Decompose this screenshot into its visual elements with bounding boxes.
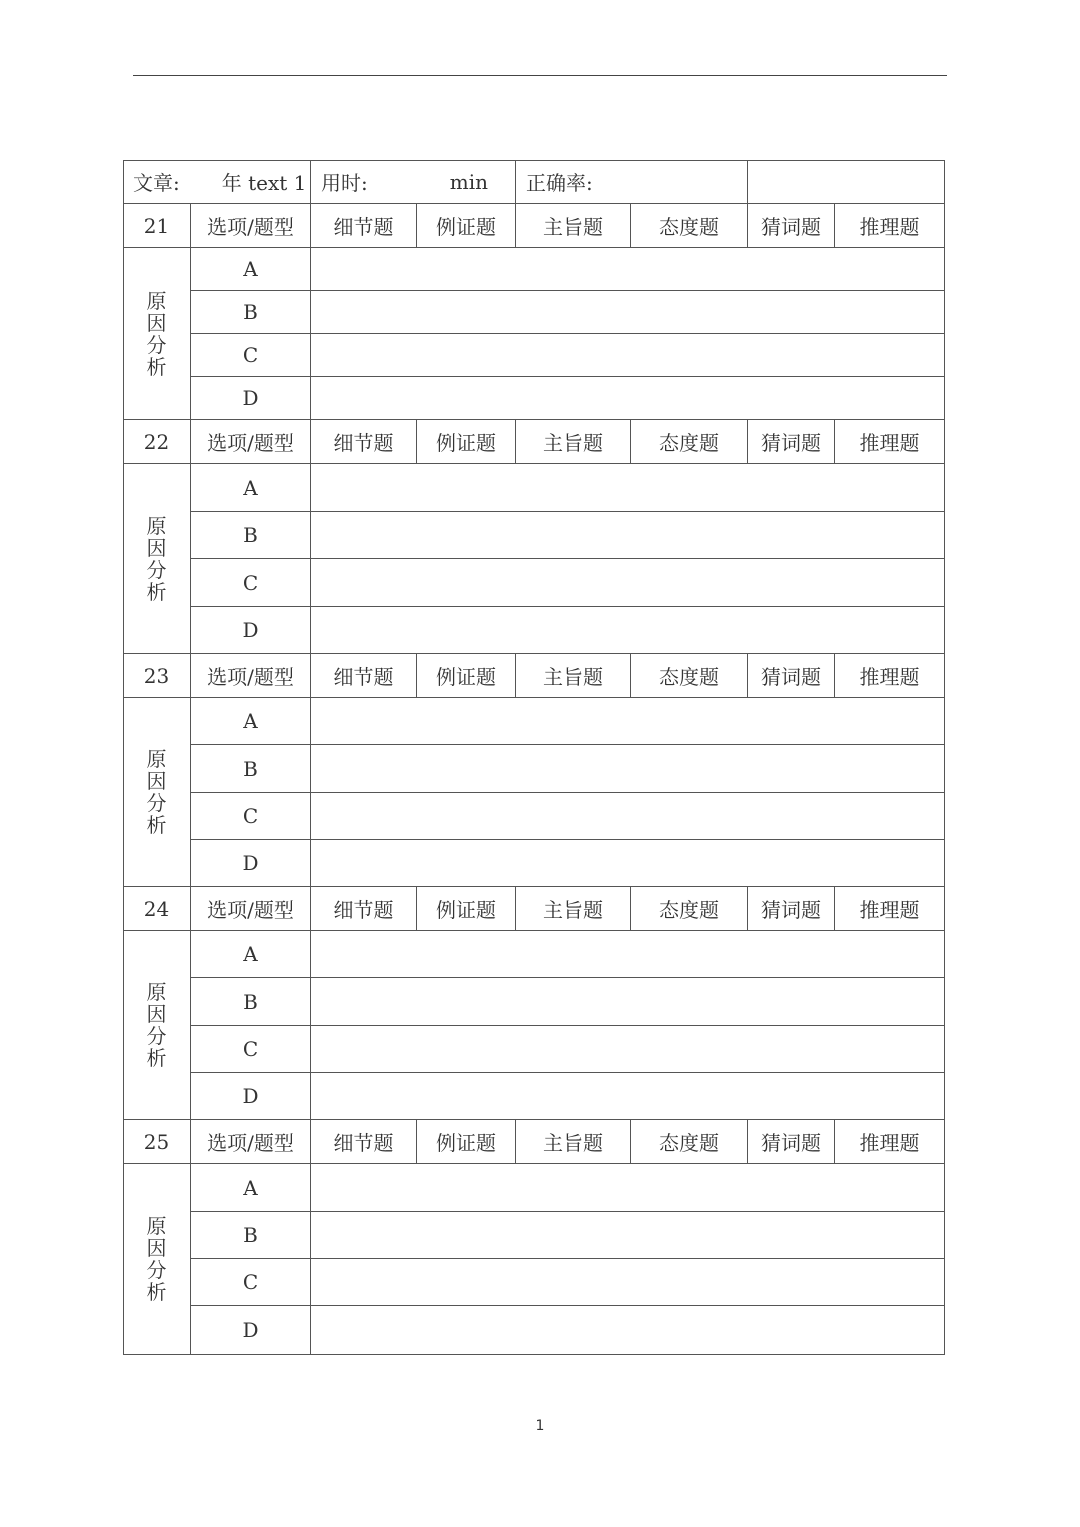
option-analysis-cell: [311, 978, 945, 1026]
question-number: 23: [123, 654, 191, 698]
option-type-label: 选项/题型: [191, 420, 311, 464]
option-analysis-cell: [311, 745, 945, 793]
option-label: D: [191, 377, 311, 420]
option-label: C: [191, 559, 311, 607]
option-analysis-cell: [311, 1259, 945, 1306]
option-type-label: 选项/题型: [191, 887, 311, 931]
question-type-cell: 态度题: [631, 887, 748, 931]
option-analysis-cell: [311, 607, 945, 654]
question-type-cell: 细节题: [311, 654, 417, 698]
option-analysis-cell: [311, 377, 945, 420]
option-analysis-cell: [311, 291, 945, 334]
question-type-cell: 态度题: [631, 1120, 748, 1164]
analysis-label-char: 析: [146, 1046, 167, 1070]
option-analysis-cell: [311, 1306, 945, 1355]
question-type-cell: 推理题: [835, 1120, 945, 1164]
question-type-cell: 猜词题: [748, 1120, 835, 1164]
article-cell: [123, 160, 311, 204]
question-number: 25: [123, 1120, 191, 1164]
question-type-cell: 猜词题: [748, 420, 835, 464]
question-type-cell: 推理题: [835, 887, 945, 931]
question-type-cell: 例证题: [417, 204, 516, 248]
option-label: C: [191, 1259, 311, 1306]
analysis-label: [123, 931, 191, 1120]
option-analysis-cell: [311, 1212, 945, 1259]
option-analysis-cell: [311, 1073, 945, 1120]
question-number: 21: [123, 204, 191, 248]
option-label: A: [191, 248, 311, 291]
question-type-cell: 例证题: [417, 420, 516, 464]
question-type-cell: 例证题: [417, 887, 516, 931]
option-analysis-cell: [311, 793, 945, 840]
question-type-cell: 主旨题: [516, 1120, 631, 1164]
option-label: A: [191, 698, 311, 745]
analysis-label-char: 析: [146, 1280, 167, 1304]
question-type-cell: 细节题: [311, 1120, 417, 1164]
question-type-cell: 细节题: [311, 204, 417, 248]
option-analysis-cell: [311, 840, 945, 887]
accuracy-value-cell: [748, 160, 945, 204]
question-type-cell: 细节题: [311, 420, 417, 464]
option-analysis-cell: [311, 334, 945, 377]
question-type-cell: 主旨题: [516, 887, 631, 931]
option-label: D: [191, 607, 311, 654]
analysis-label-char: 分: [146, 1024, 167, 1048]
analysis-label-char: 原: [146, 1214, 167, 1238]
time-unit: min: [449, 169, 488, 194]
question-type-cell: 猜词题: [748, 204, 835, 248]
question-type-cell: 例证题: [417, 654, 516, 698]
analysis-label-char: 因: [146, 769, 167, 793]
question-type-cell: 态度题: [631, 204, 748, 248]
option-label: B: [191, 512, 311, 559]
analysis-label-char: 因: [146, 1236, 167, 1260]
analysis-label-char: 原: [146, 747, 167, 771]
analysis-label-char: 析: [146, 354, 167, 379]
time-cell: [311, 160, 516, 204]
question-type-cell: 细节题: [311, 887, 417, 931]
article-value: 年 text 1: [221, 171, 307, 195]
analysis-label: [123, 698, 191, 887]
analysis-table: [123, 160, 945, 1355]
option-analysis-cell: [311, 512, 945, 559]
question-type-cell: 主旨题: [516, 420, 631, 464]
option-analysis-cell: [311, 698, 945, 745]
analysis-label-char: 因: [146, 310, 167, 335]
question-type-cell: 猜词题: [748, 654, 835, 698]
question-type-cell: 推理题: [835, 420, 945, 464]
option-type-label: 选项/题型: [191, 654, 311, 698]
question-type-cell: 主旨题: [516, 654, 631, 698]
option-analysis-cell: [311, 559, 945, 607]
question-type-cell: 推理题: [835, 204, 945, 248]
article-label: 文章:: [133, 171, 180, 195]
accuracy-cell: [516, 160, 748, 204]
option-label: D: [191, 840, 311, 887]
analysis-label: [123, 248, 191, 420]
option-type-label: 选项/题型: [191, 1120, 311, 1164]
analysis-label: [123, 1164, 191, 1355]
question-type-cell: 推理题: [835, 654, 945, 698]
option-analysis-cell: [311, 1026, 945, 1073]
option-label: B: [191, 978, 311, 1026]
analysis-label-char: 分: [146, 1258, 167, 1282]
analysis-label-char: 原: [146, 513, 167, 538]
analysis-label-char: 原: [146, 288, 167, 313]
accuracy-label: 正确率:: [526, 171, 593, 195]
option-label: D: [191, 1073, 311, 1120]
option-type-label: 选项/题型: [191, 204, 311, 248]
question-type-cell: 态度题: [631, 654, 748, 698]
page-number: 1: [535, 1418, 545, 1434]
option-label: C: [191, 793, 311, 840]
option-label: D: [191, 1306, 311, 1355]
option-analysis-cell: [311, 464, 945, 512]
analysis-label-char: 原: [146, 980, 167, 1004]
option-label: A: [191, 464, 311, 512]
analysis-label-char: 析: [146, 813, 167, 837]
question-number: 22: [123, 420, 191, 464]
analysis-label-char: 析: [146, 579, 167, 604]
top-rule: [133, 75, 947, 76]
option-label: B: [191, 745, 311, 793]
question-type-cell: 主旨题: [516, 204, 631, 248]
option-analysis-cell: [311, 931, 945, 978]
option-label: B: [191, 1212, 311, 1259]
question-type-cell: 态度题: [631, 420, 748, 464]
analysis-label-char: 分: [146, 791, 167, 815]
analysis-label-char: 分: [146, 557, 167, 582]
analysis-label: [123, 464, 191, 654]
analysis-label-char: 因: [146, 1002, 167, 1026]
option-analysis-cell: [311, 1164, 945, 1212]
option-label: C: [191, 334, 311, 377]
analysis-label-char: 分: [146, 332, 167, 357]
question-type-cell: 猜词题: [748, 887, 835, 931]
question-type-cell: 例证题: [417, 1120, 516, 1164]
analysis-label-char: 因: [146, 535, 167, 560]
option-label: C: [191, 1026, 311, 1073]
option-label: A: [191, 931, 311, 978]
question-number: 24: [123, 887, 191, 931]
option-analysis-cell: [311, 248, 945, 291]
option-label: B: [191, 291, 311, 334]
time-label: 用时:: [321, 171, 368, 195]
option-label: A: [191, 1164, 311, 1212]
